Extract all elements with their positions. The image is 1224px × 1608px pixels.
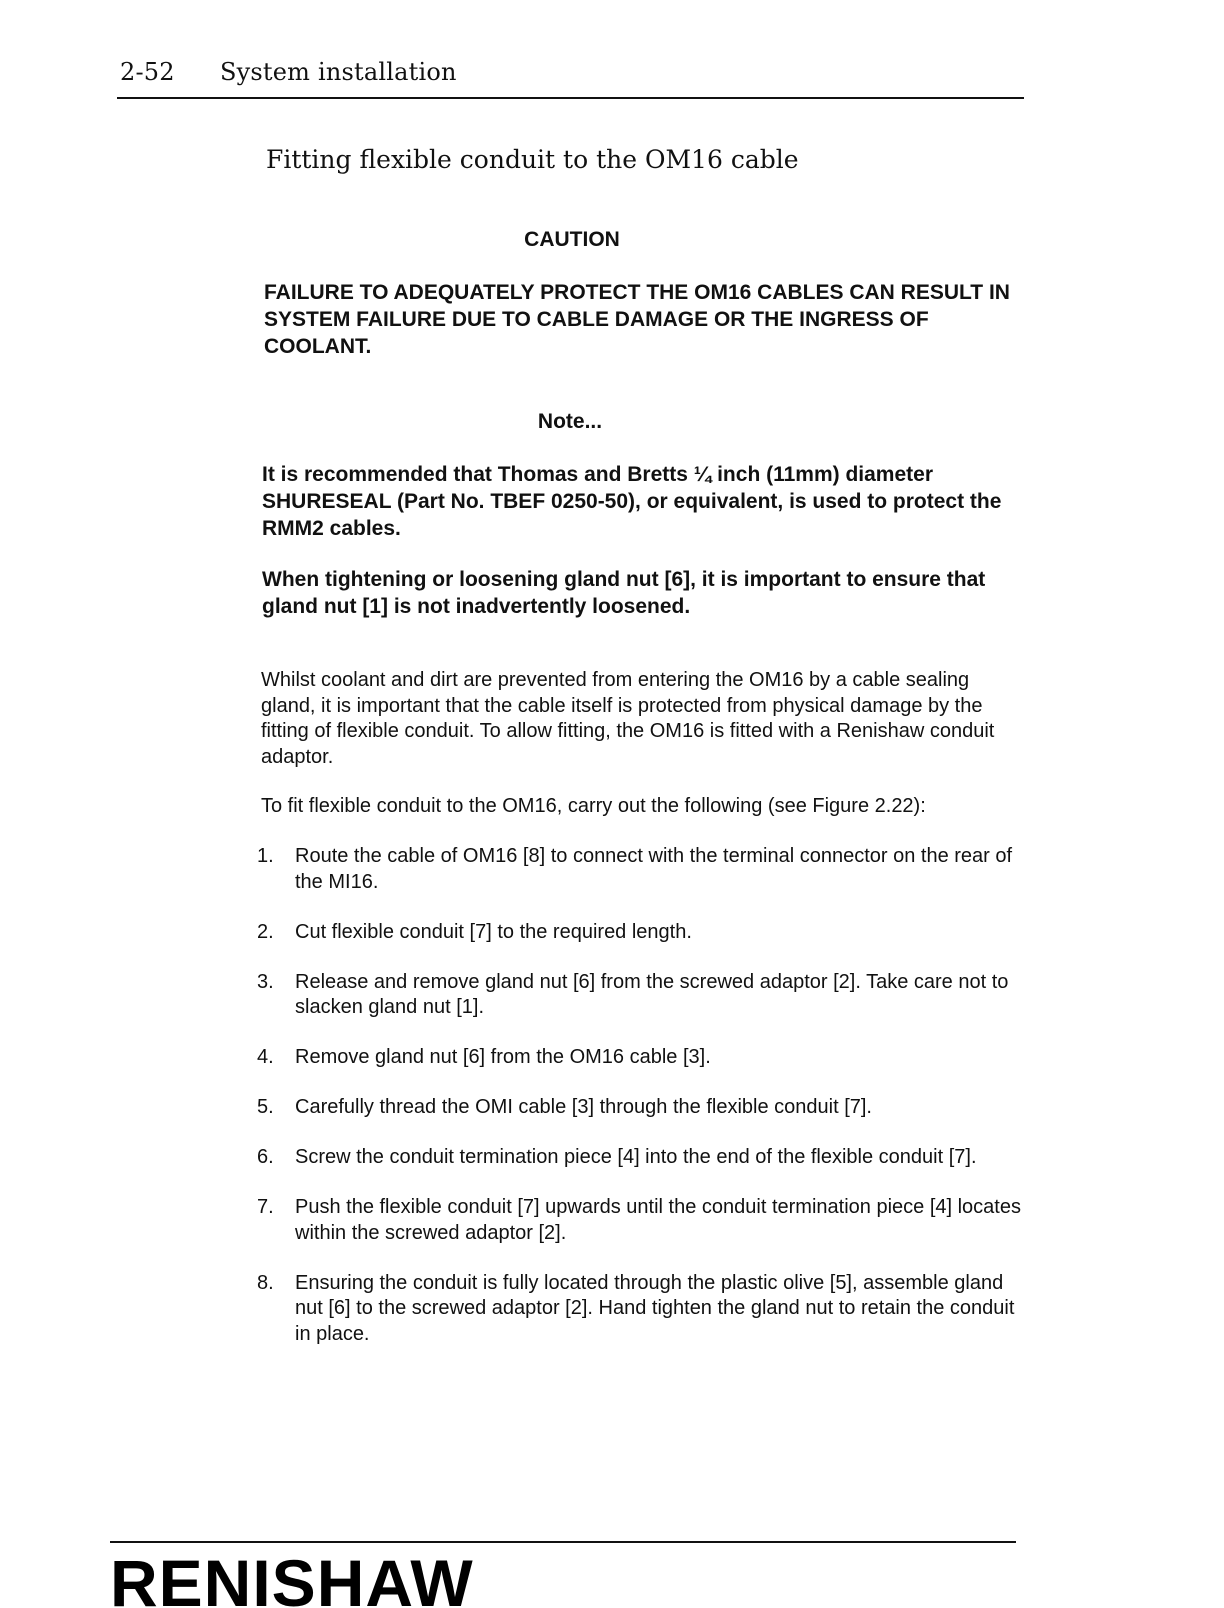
page-number: 2-52 bbox=[120, 58, 175, 86]
procedure-step bbox=[257, 844, 1027, 895]
step-text: Remove gland nut [6] from the OM16 cable [3]. bbox=[295, 1046, 711, 1068]
procedure-step bbox=[257, 920, 1027, 946]
step-number: 7. bbox=[257, 1196, 274, 1218]
procedure-step bbox=[257, 1271, 1027, 1348]
header-rule bbox=[117, 97, 1024, 99]
step-text: Route the cable of OM16 [8] to connect with the terminal connector on the rear of the MI16. bbox=[295, 845, 1013, 893]
step-number: 2. bbox=[257, 920, 274, 943]
step-number: 3. bbox=[257, 970, 274, 993]
step-number: 4. bbox=[257, 1046, 274, 1068]
step-text: Ensuring the conduit is fully located through the plastic olive [5], assemble gland nut [6] to the screwed adaptor [2]. Hand tighten the gland nut to retain the conduit in place. bbox=[295, 1271, 1015, 1345]
procedure-step bbox=[257, 970, 1027, 1021]
procedure-step bbox=[257, 1045, 1027, 1071]
step-text: Screw the conduit termination piece [4] into the end of the flexible conduit [7]. bbox=[295, 1146, 977, 1168]
note-paragraph: It is recommended that Thomas and Bretts ¼ inch (11mm) diameter SHURESEAL (Part No. TBEF 0250-50), or equivalent, is used to protect the RMM2 cables. bbox=[262, 463, 1002, 540]
footer-rule bbox=[110, 1541, 1016, 1543]
procedure-step bbox=[257, 1195, 1027, 1246]
note-heading: Note... bbox=[537, 410, 603, 433]
step-text: Push the flexible conduit [7] upwards until the conduit termination piece [4] locates within the screwed adaptor [2]. bbox=[295, 1196, 1021, 1244]
step-number: 6. bbox=[257, 1146, 274, 1168]
step-number: 8. bbox=[257, 1271, 274, 1294]
procedure-step bbox=[257, 1145, 1027, 1171]
procedure-lead-paragraph: To fit flexible conduit to the OM16, carry out the following (see Figure 2.22): bbox=[261, 795, 926, 817]
caution-heading: CAUTION bbox=[524, 228, 620, 251]
step-text: Carefully thread the OMI cable [3] through the flexible conduit [7]. bbox=[295, 1096, 872, 1118]
intro-paragraph: Whilst coolant and dirt are prevented from entering the OM16 by a cable sealing gland, it is important that the cable itself is protected from physical damage by the fitting of flexible conduit. To allow fitting, the OM16 is fitted with a Renishaw conduit adaptor. bbox=[261, 669, 995, 768]
caution-text: FAILURE TO ADEQUATELY PROTECT THE OM16 CABLES CAN RESULT IN SYSTEM FAILURE DUE TO CABLE DAMAGE OR THE INGRESS OF COOLANT. bbox=[264, 281, 1010, 358]
note-paragraph: When tightening or loosening gland nut [6], it is important to ensure that gland nut [1] is not inadvertently loosened. bbox=[262, 568, 986, 618]
step-number: 5. bbox=[257, 1096, 274, 1118]
procedure-steps-list bbox=[257, 844, 1027, 1372]
logo-wordmark: RENISHAW bbox=[110, 1546, 474, 1608]
section-title: System installation bbox=[220, 58, 457, 86]
step-number: 1. bbox=[257, 845, 274, 867]
renishaw-logo bbox=[110, 1546, 560, 1608]
step-text: Release and remove gland nut [6] from the screwed adaptor [2]. Take care not to slacken gland nut [1]. bbox=[295, 970, 1009, 1018]
step-text: Cut flexible conduit [7] to the required length. bbox=[295, 920, 692, 943]
subsection-heading: Fitting flexible conduit to the OM16 cable bbox=[266, 145, 799, 174]
procedure-step bbox=[257, 1095, 1027, 1121]
